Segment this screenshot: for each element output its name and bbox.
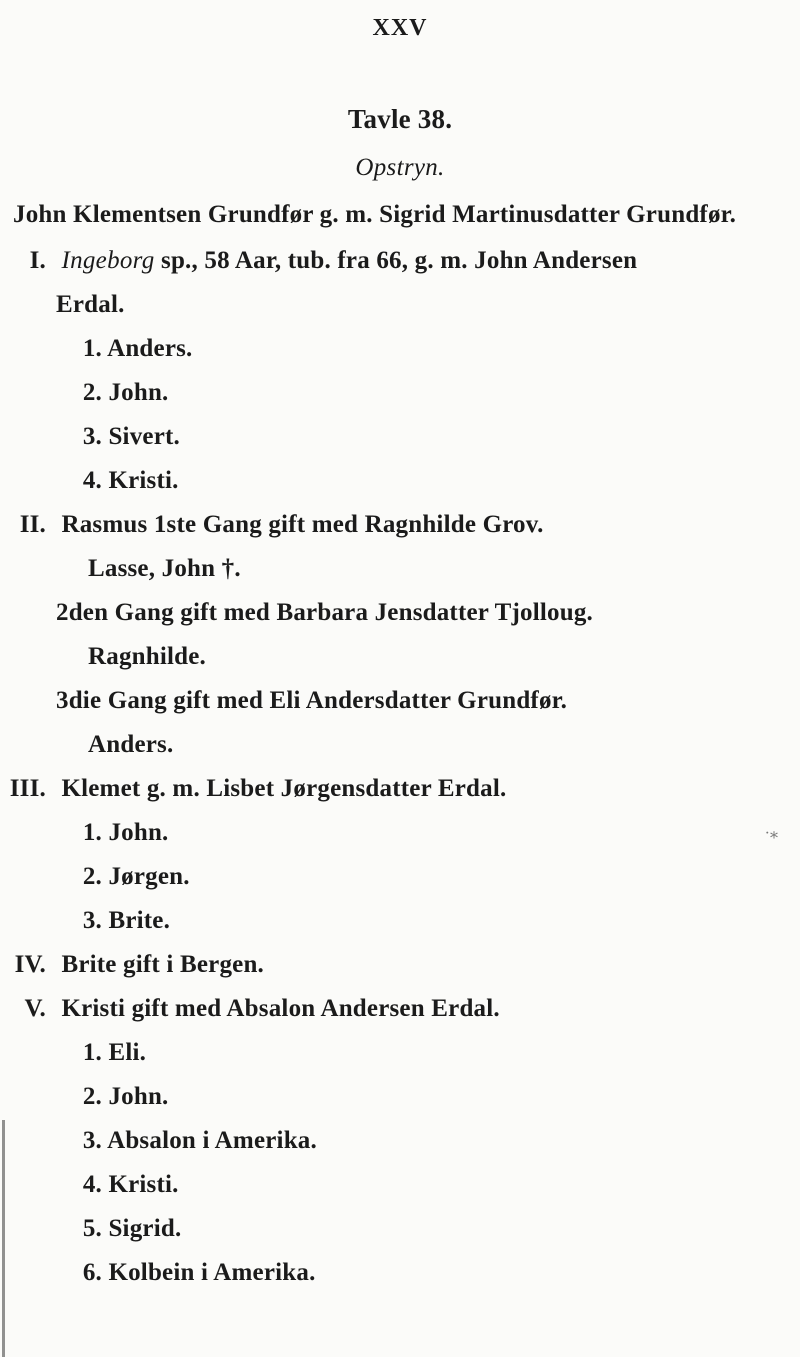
page-number-header: XXV — [372, 15, 428, 41]
entry-iv-number: IV. — [14, 951, 46, 978]
paper-speck: ·⁎ — [764, 825, 778, 842]
entry-v-number: V. — [24, 995, 46, 1022]
list-item: 5. Sigrid. — [82, 1215, 182, 1242]
list-item: 2. John. — [82, 1083, 169, 1110]
entry-i-rest: sp., 58 Aar, tub. fra 66, g. m. John Andersen — [154, 247, 638, 274]
entry-v-line: V. Kristi gift med Absalon Andersen Erdal. — [0, 994, 500, 1024]
list-item: 1. Eli. — [82, 1039, 147, 1066]
entry-iii-line: III. Klemet g. m. Lisbet Jørgensdatter Erdal. — [0, 774, 506, 804]
list-item: 2. John. — [82, 379, 169, 406]
list-item: 1. Anders. — [82, 335, 193, 362]
tavle-38-place: Opstryn. — [355, 154, 445, 181]
entry-ii-marriage-2: 2den Gang gift med Barbara Jensdatter Tjolloug. — [56, 599, 593, 626]
entry-iv-line: IV. Brite gift i Bergen. — [0, 950, 264, 980]
list-item: 3. Absalon i Amerika. — [82, 1127, 317, 1154]
tavle-38-title: Tavle 38. — [347, 104, 453, 134]
list-item: 4. Kristi. — [82, 1171, 179, 1198]
entry-ii-children-1: Lasse, John †. — [88, 555, 241, 582]
entry-ii-marriage-3: 3die Gang gift med Eli Andersdatter Grundfør. — [56, 687, 568, 714]
list-item: 3. Brite. — [82, 907, 171, 934]
entry-iii-number: III. — [9, 775, 46, 802]
entry-ii-line: II. Rasmus 1ste Gang gift med Ragnhilde Grov. — [0, 510, 544, 540]
entry-i-name: Ingeborg — [61, 247, 155, 274]
list-item: 4. Kristi. — [82, 467, 179, 494]
entry-ii-children-3: Anders. — [88, 731, 174, 758]
list-item: 2. Jørgen. — [82, 863, 190, 890]
entry-ii-children-2: Ragnhilde. — [88, 643, 207, 670]
entry-ii-number: II. — [19, 511, 46, 538]
list-item: 1. John. — [82, 819, 169, 846]
entry-i-number: I. — [29, 247, 46, 274]
entry-i-continuation: Erdal. — [56, 291, 125, 318]
tavle-38-intro: John Klementsen Grundfør g. m. Sigrid Martinusdatter Grundfør. — [13, 201, 737, 228]
list-item: 3. Sivert. — [82, 423, 180, 450]
list-item: 6. Kolbein i Amerika. — [82, 1259, 316, 1286]
